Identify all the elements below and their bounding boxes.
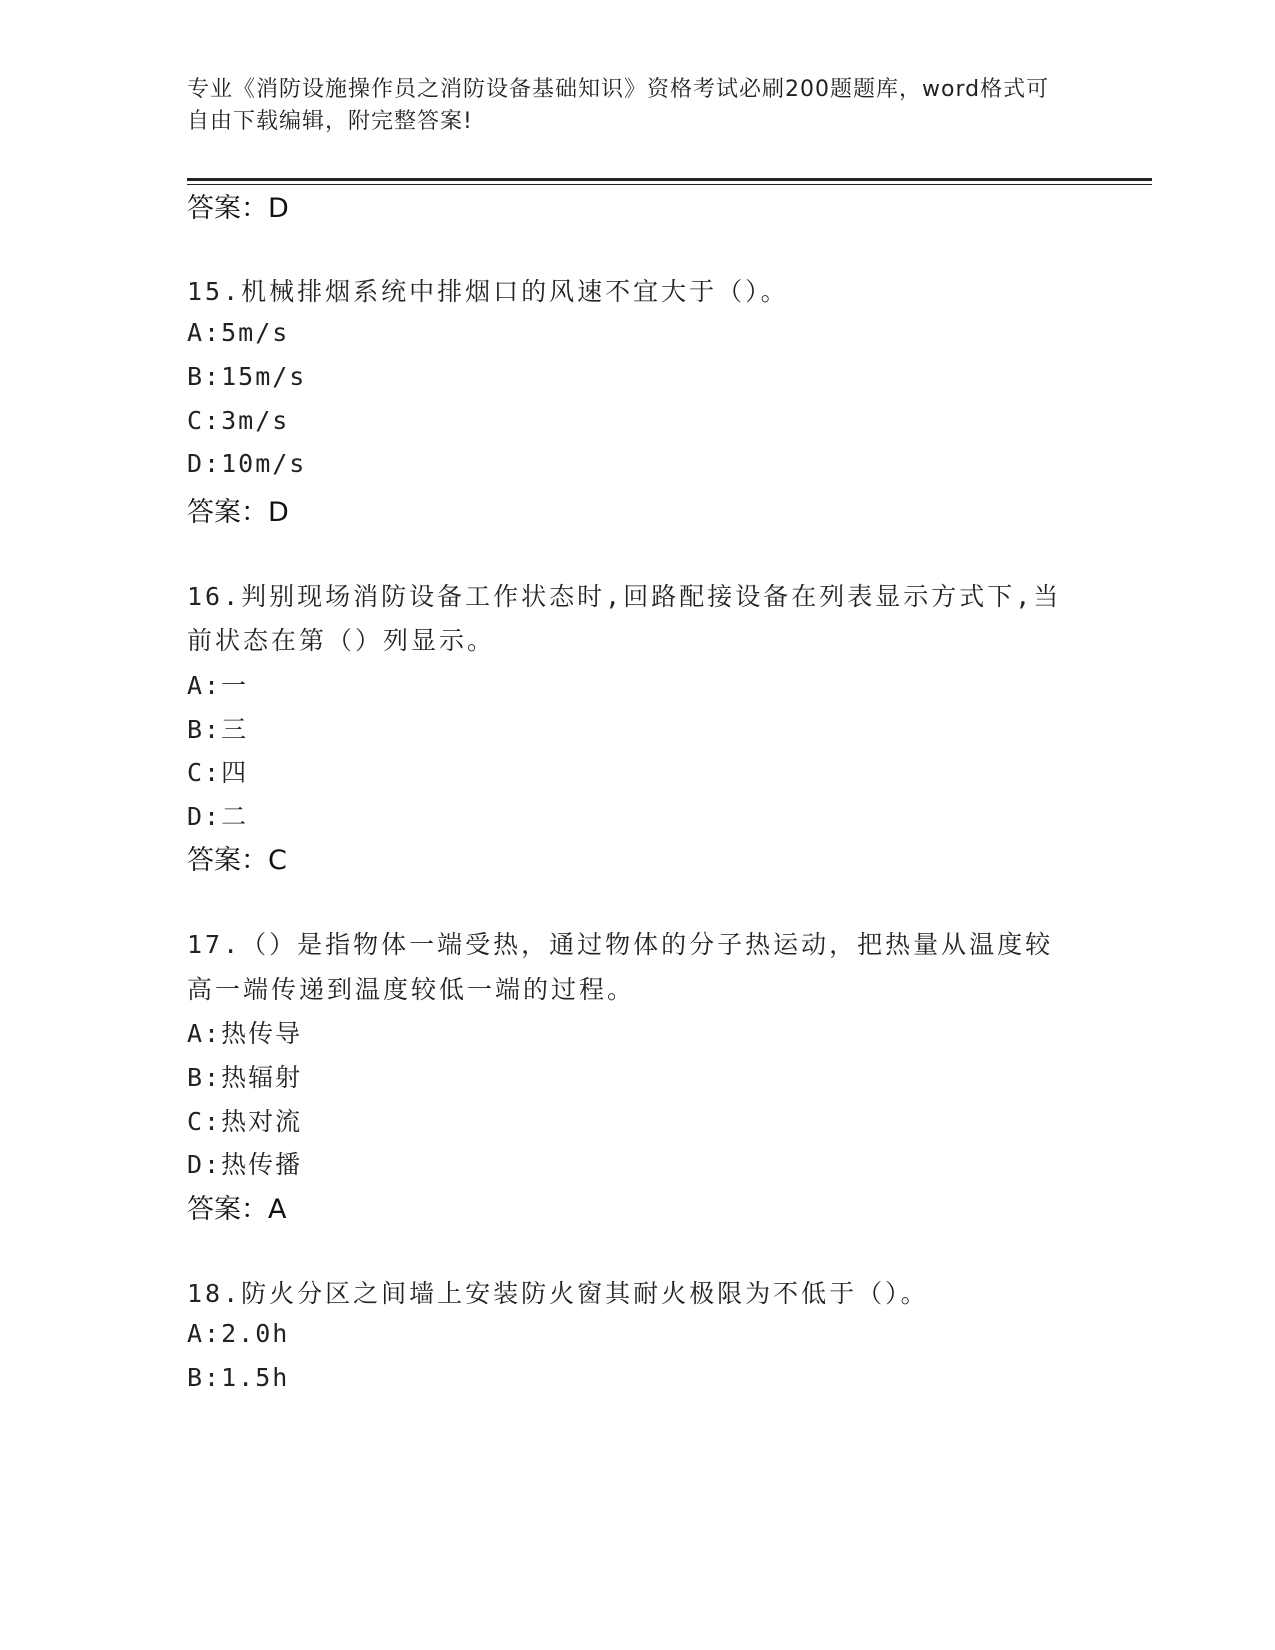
question-15-option-d: D:10m/s <box>187 449 307 478</box>
document-header: 专业《消防设施操作员之消防设备基础知识》资格考试必刷200题题库，word格式可自由下载编辑，附完整答案! <box>187 77 1050 134</box>
question-15-answer: 答案：D <box>187 497 289 528</box>
question-17-option-d: D:热传播 <box>187 1150 303 1179</box>
question-15-option-c: C:3m/s <box>187 406 290 435</box>
question-16-answer: 答案：C <box>187 845 287 876</box>
question-17-answer: 答案：A <box>187 1194 287 1225</box>
question-16-option-a: A:一 <box>187 671 249 700</box>
question-16-text-line2: 前状态在第（）列显示。 <box>187 626 496 655</box>
question-17-option-a: A:热传导 <box>187 1019 303 1048</box>
question-18-option-b: B:1.5h <box>187 1363 290 1392</box>
header-divider-thin <box>187 184 1152 185</box>
question-17-text-line2: 高一端传递到温度较低一端的过程。 <box>187 975 636 1004</box>
question-15-option-a: A:5m/s <box>187 318 290 347</box>
question-17-option-b: B:热辐射 <box>187 1063 303 1092</box>
question-16-option-d: D:二 <box>187 802 249 831</box>
answer-prev: 答案：D <box>187 193 289 224</box>
header-divider-thick <box>187 178 1152 181</box>
question-15-text: 15.机械排烟系统中排烟口的风速不宜大于（）。 <box>187 277 789 306</box>
question-16-text-line1: 16.判别现场消防设备工作状态时,回路配接设备在列表显示方式下,当 <box>187 582 1062 611</box>
question-17-option-c: C:热对流 <box>187 1107 303 1136</box>
question-18-option-a: A:2.0h <box>187 1319 290 1348</box>
question-16-option-c: C:四 <box>187 758 249 787</box>
question-16-option-b: B:三 <box>187 715 249 744</box>
question-15-option-b: B:15m/s <box>187 362 307 391</box>
question-17-text-line1: 17.（）是指物体一端受热，通过物体的分子热运动，把热量从温度较 <box>187 930 1054 959</box>
question-18-text: 18.防火分区之间墙上安装防火窗其耐火极限为不低于（）。 <box>187 1279 929 1308</box>
